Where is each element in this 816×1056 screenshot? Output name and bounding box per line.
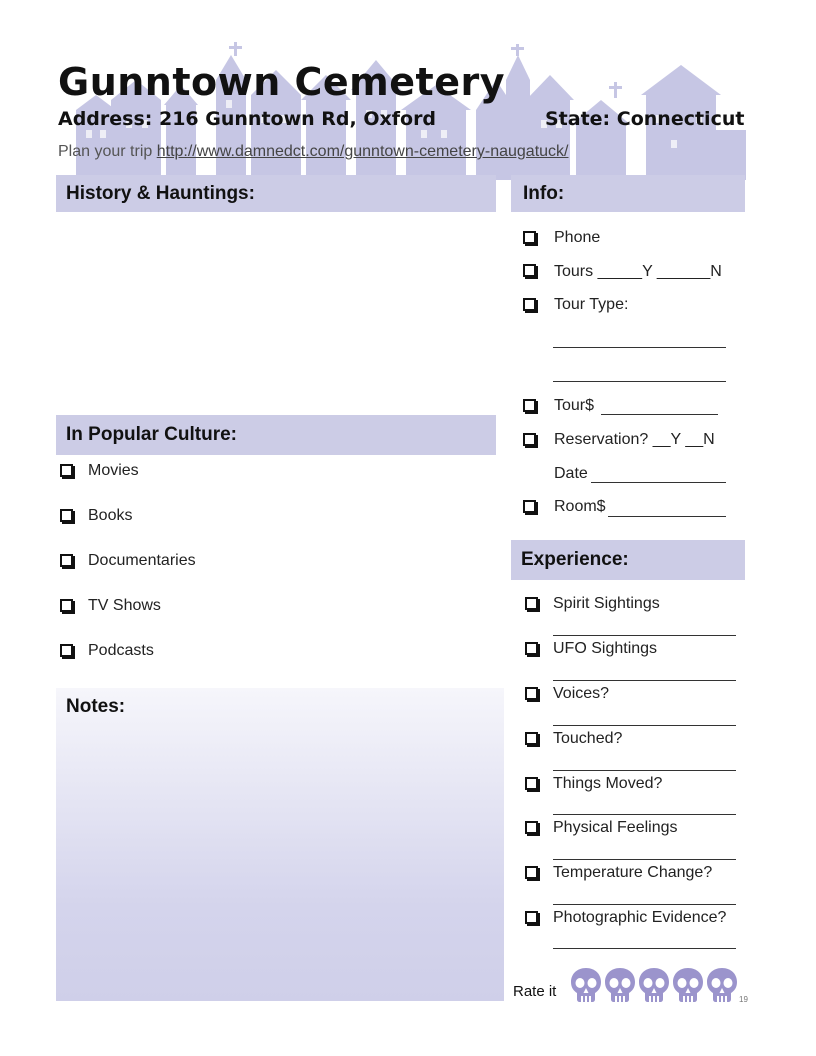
history-band [56,175,496,212]
touched-label: Touched? [553,730,623,747]
page-title: Gunntown Cemetery [58,60,505,104]
tour-price-checkbox[interactable] [523,399,536,412]
voices-line[interactable] [553,725,736,726]
notes-heading: Notes: [66,696,126,717]
culture-heading: In Popular Culture: [66,424,237,445]
skull-icon[interactable] [639,968,669,1002]
tours-checkbox[interactable] [523,264,536,277]
ufo-sightings-checkbox[interactable] [525,642,538,655]
phone-checkbox[interactable] [523,231,536,244]
ufo-sightings-line[interactable] [553,680,736,681]
plan-trip-line [58,143,568,161]
books-checkbox[interactable] [60,509,73,522]
skull-icon[interactable] [571,968,601,1002]
photographic-evidence-checkbox[interactable] [525,911,538,924]
temperature-change-checkbox[interactable] [525,866,538,879]
reservation-checkbox[interactable] [523,433,536,446]
voices-checkbox[interactable] [525,687,538,700]
things-moved-checkbox[interactable] [525,777,538,790]
room-price-line[interactable] [608,516,726,517]
experience-band [511,540,745,580]
skull-icon[interactable] [605,968,635,1002]
touched-line[interactable] [553,770,736,771]
documentaries-label: Documentaries [88,552,196,569]
movies-checkbox[interactable] [60,464,73,477]
ufo-sightings-label: UFO Sightings [553,640,658,657]
info-heading: Info: [523,182,565,204]
state-line: State: Connecticut [545,108,745,130]
things-moved-line[interactable] [553,814,736,815]
culture-band [56,415,496,455]
tv-shows-label: TV Shows [88,597,161,614]
experience-heading: Experience: [521,549,629,570]
info-band [511,175,745,212]
tours-label: Tours _____Y ______N [554,263,722,280]
notes-area[interactable] [56,688,504,1001]
room-price-label: Room$ [554,498,606,515]
address-line: Address: 216 Gunntown Rd, Oxford [58,108,437,130]
documentaries-checkbox[interactable] [60,554,73,567]
tour-type-label: Tour Type: [554,296,629,313]
history-heading: History & Hauntings: [66,182,255,204]
room-price-checkbox[interactable] [523,500,536,513]
rate-it-label: Rate it [513,983,557,1000]
reservation-label: Reservation? __Y __N [554,431,715,448]
books-label: Books [88,507,133,524]
plan-trip-label: Plan your trip [58,143,153,160]
skull-icon[interactable] [707,968,737,1002]
spirit-sightings-checkbox[interactable] [525,597,538,610]
temperature-change-line[interactable] [553,904,736,905]
podcasts-label: Podcasts [88,642,154,659]
things-moved-label: Things Moved? [553,775,663,792]
physical-feelings-checkbox[interactable] [525,821,538,834]
physical-feelings-line[interactable] [553,859,736,860]
movies-label: Movies [88,462,139,479]
podcasts-checkbox[interactable] [60,644,73,657]
tour-type-line-1[interactable] [553,347,726,348]
tour-type-line-2[interactable] [553,381,726,382]
temperature-change-label: Temperature Change? [553,864,713,881]
date-line[interactable] [591,482,726,483]
skull-rating [570,964,740,1004]
voices-label: Voices? [553,685,610,702]
trip-link[interactable]: http://www.damnedct.com/gunntown-cemetery-naugatuck/ [156,143,569,160]
photographic-evidence-label: Photographic Evidence? [553,909,727,926]
spirit-sightings-line[interactable] [553,635,736,636]
touched-checkbox[interactable] [525,732,538,745]
skull-icon[interactable] [673,968,703,1002]
spirit-sightings-label: Spirit Sightings [553,595,660,612]
tv-shows-checkbox[interactable] [60,599,73,612]
physical-feelings-label: Physical Feelings [553,819,678,836]
tour-price-label: Tour$ [554,397,595,414]
tour-type-checkbox[interactable] [523,298,536,311]
page-number: 19 [739,995,748,1004]
tour-price-line[interactable] [601,414,718,415]
phone-label: Phone [554,229,601,246]
photographic-evidence-line[interactable] [553,948,736,949]
date-label: Date [554,465,588,482]
